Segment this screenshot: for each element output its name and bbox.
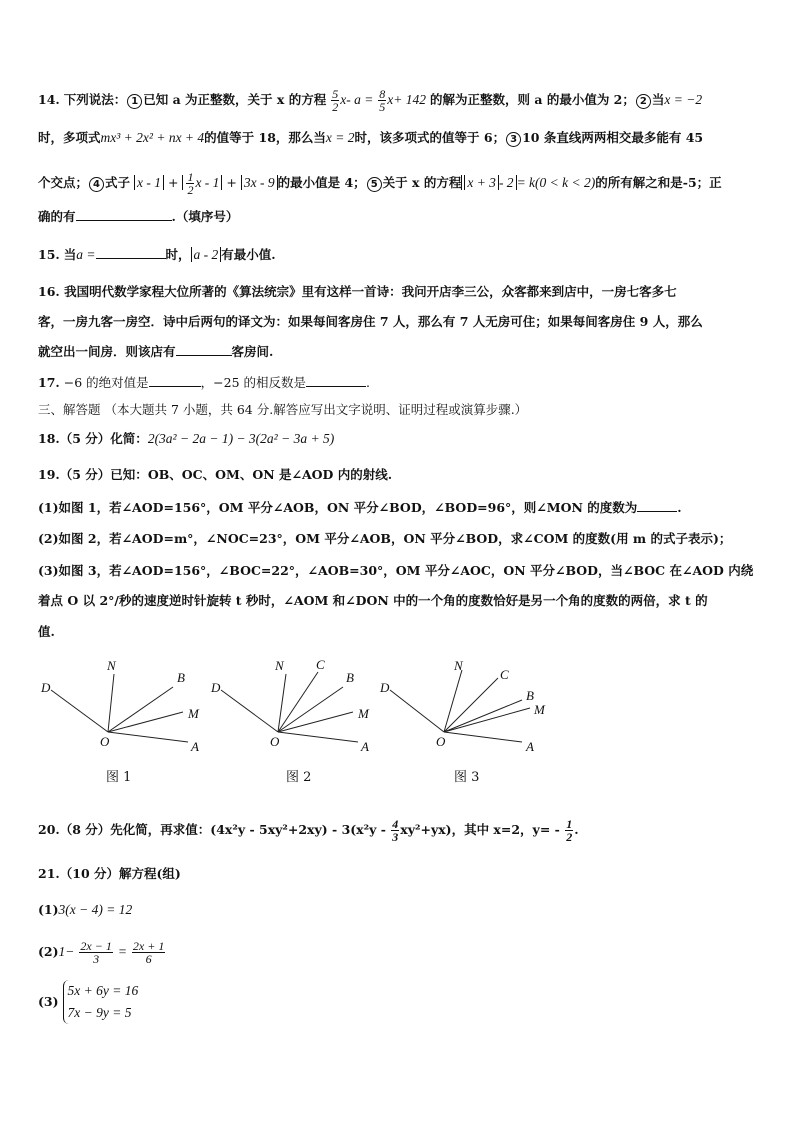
- fraction-4-3: $\frac{4}{3}$: [392, 817, 399, 844]
- circled-5-icon: 5: [367, 177, 382, 192]
- svg-text:A: A: [361, 739, 369, 754]
- q14-line2: 时，多项式mx³ + 2x² + nx + 4的值等于 18，那么当x = 2时，该多项式的值等于 6； 3 10 条直线两两相交最多能有 45: [38, 130, 704, 145]
- svg-text:C: C: [316, 657, 325, 672]
- svg-text:O: O: [100, 734, 110, 749]
- q16-line3: 就空出一间房．则该店有 客房间.: [38, 344, 274, 359]
- q14-line1: 14. 下列说法： 1 已知 a 为正整数，关于 x 的方程 $\frac{5}{2}$ x- a = $\frac{8}{5}$ x+ 142 的解为正整数，则 a 的最小值为 2； 2 当x = −2: [38, 87, 703, 114]
- q19-figures: [0, 650, 794, 760]
- answer-blank[interactable]: [96, 246, 166, 259]
- svg-text:N: N: [454, 658, 463, 673]
- figure-1: [51, 674, 188, 742]
- q20: 20.（8 分）先化简，再求值：(4x²y - 5xy²+2xy) - 3(x²y - $\frac{4}{3}$ xy²+yx)，其中 x=2，y= - $\frac{1}{2}$ .: [38, 817, 579, 844]
- section-heading: 三、解答题 （本大题共 7 小题，共 64 分.解答应写出文字说明、证明过程或演算步骤.）: [38, 402, 528, 417]
- svg-text:M: M: [188, 706, 199, 721]
- svg-text:A: A: [191, 739, 199, 754]
- q16-line2: 客，一房九客一房空．诗中后两句的译文为：如果每间客房住 7 人，那么有 7 人无房可住；如果每间客房住 9 人，那么: [38, 314, 703, 329]
- fraction-2x-1-over-3: $\frac{2x - 1}{3}$: [80, 939, 112, 966]
- q19-part3-line3: 值.: [38, 624, 55, 639]
- svg-text:M: M: [358, 706, 369, 721]
- q18: 18.（5 分）化简：2(3a² − 2a − 1) − 3(2a² − 3a + 5): [38, 431, 335, 446]
- q19-part3-line1: (3)如图 3，若∠AOD=156°，∠BOC=22°，∠AOB=30°，OM 平分∠AOC，ON 平分∠BOD，当∠BOC 在∠AOD 内绕: [38, 563, 754, 578]
- fraction-8-5: $\frac{8}{5}$: [379, 87, 386, 114]
- figure-3-labels: [379, 658, 546, 754]
- q16-line1: 16. 我国明代数学家程大位所著的《算法统宗》里有这样一首诗：我问开店李三公，众客都来到店中，一房七客多七: [38, 284, 677, 299]
- circled-4-icon: 4: [89, 177, 104, 192]
- svg-text:M: M: [534, 702, 545, 717]
- figure-2-caption: 图 2: [286, 770, 312, 785]
- svg-text:D: D: [41, 680, 51, 695]
- q19-part1: (1)如图 1，若∠AOD=156°，OM 平分∠AOB，ON 平分∠BOD，∠BOD=96°，则∠MON 的度数为 .: [38, 500, 682, 515]
- equation-system: 5x + 6y = 16 7x − 9y = 5: [63, 980, 139, 1024]
- svg-text:O: O: [270, 734, 280, 749]
- svg-text:D: D: [211, 680, 221, 695]
- q21-part1: (1)3(x − 4) = 12: [38, 902, 133, 917]
- svg-text:N: N: [275, 658, 284, 673]
- figure-3-caption: 图 3: [454, 770, 480, 785]
- q14-line3: 个交点； 4 式子 x - 1 + $\frac{1}{2}$ x - 1 + 3x - 9 的最小值是 4； 5 关于 x 的方程 x + 3 - 2 = k(0 < k < 2)的所有解之和是-5；正: [38, 170, 722, 197]
- q17: 17. −6 的绝对值是 ，−25 的相反数是 .: [38, 375, 370, 390]
- answer-blank[interactable]: [306, 374, 366, 387]
- svg-text:B: B: [526, 688, 534, 703]
- figure-1-caption: 图 1: [106, 770, 132, 785]
- q19-part2: (2)如图 2，若∠AOD=m°，∠NOC=23°，OM 平分∠AOB，ON 平分∠BOD，求∠COM 的度数(用 m 的式子表示)；: [38, 531, 732, 546]
- answer-blank[interactable]: [76, 208, 172, 221]
- svg-text:D: D: [380, 680, 390, 695]
- svg-text:C: C: [500, 667, 509, 682]
- figure-2: [221, 672, 358, 742]
- svg-text:A: A: [526, 739, 534, 754]
- fraction-1-2: $\frac{1}{2}$: [566, 817, 573, 844]
- q15: 15. 当a = 时， a - 2 有最小值.: [38, 247, 276, 262]
- q14-number: 14.: [38, 92, 60, 107]
- circled-2-icon: 2: [636, 94, 651, 109]
- answer-blank[interactable]: [637, 499, 677, 512]
- fraction-1-2: $\frac{1}{2}$: [187, 170, 194, 197]
- q19-intro: 19.（5 分）已知：OB、OC、OM、ON 是∠AOD 内的射线.: [38, 467, 393, 482]
- svg-text:O: O: [436, 734, 446, 749]
- svg-text:N: N: [107, 658, 116, 673]
- figure-2-labels: [210, 657, 370, 754]
- q21-part2: (2)1− $\frac{2x - 1}{3}$ = $\frac{2x + 1}{6}$: [38, 939, 165, 966]
- q21-intro: 21.（10 分）解方程(组): [38, 866, 181, 881]
- svg-text:B: B: [346, 670, 354, 685]
- figure-1-labels: [40, 658, 200, 754]
- svg-text:B: B: [177, 670, 185, 685]
- answer-blank[interactable]: [149, 374, 201, 387]
- figure-3: [390, 670, 530, 742]
- circled-3-icon: 3: [506, 132, 521, 147]
- answer-blank[interactable]: [176, 343, 232, 356]
- q14-line4: 确的有 .（填序号）: [38, 209, 239, 224]
- q19-part3-line2: 着点 O 以 2°/秒的速度逆时针旋转 t 秒时，∠AOM 和∠DON 中的一个角的度数恰好是另一个角的度数的两倍，求 t 的: [38, 593, 708, 608]
- fraction-5-2: $\frac{5}{2}$: [332, 87, 339, 114]
- fraction-2x+1-over-6: $\frac{2x + 1}{6}$: [132, 939, 165, 966]
- q21-part3: (3) 5x + 6y = 16 7x − 9y = 5: [38, 980, 138, 1024]
- circled-1-icon: 1: [127, 94, 142, 109]
